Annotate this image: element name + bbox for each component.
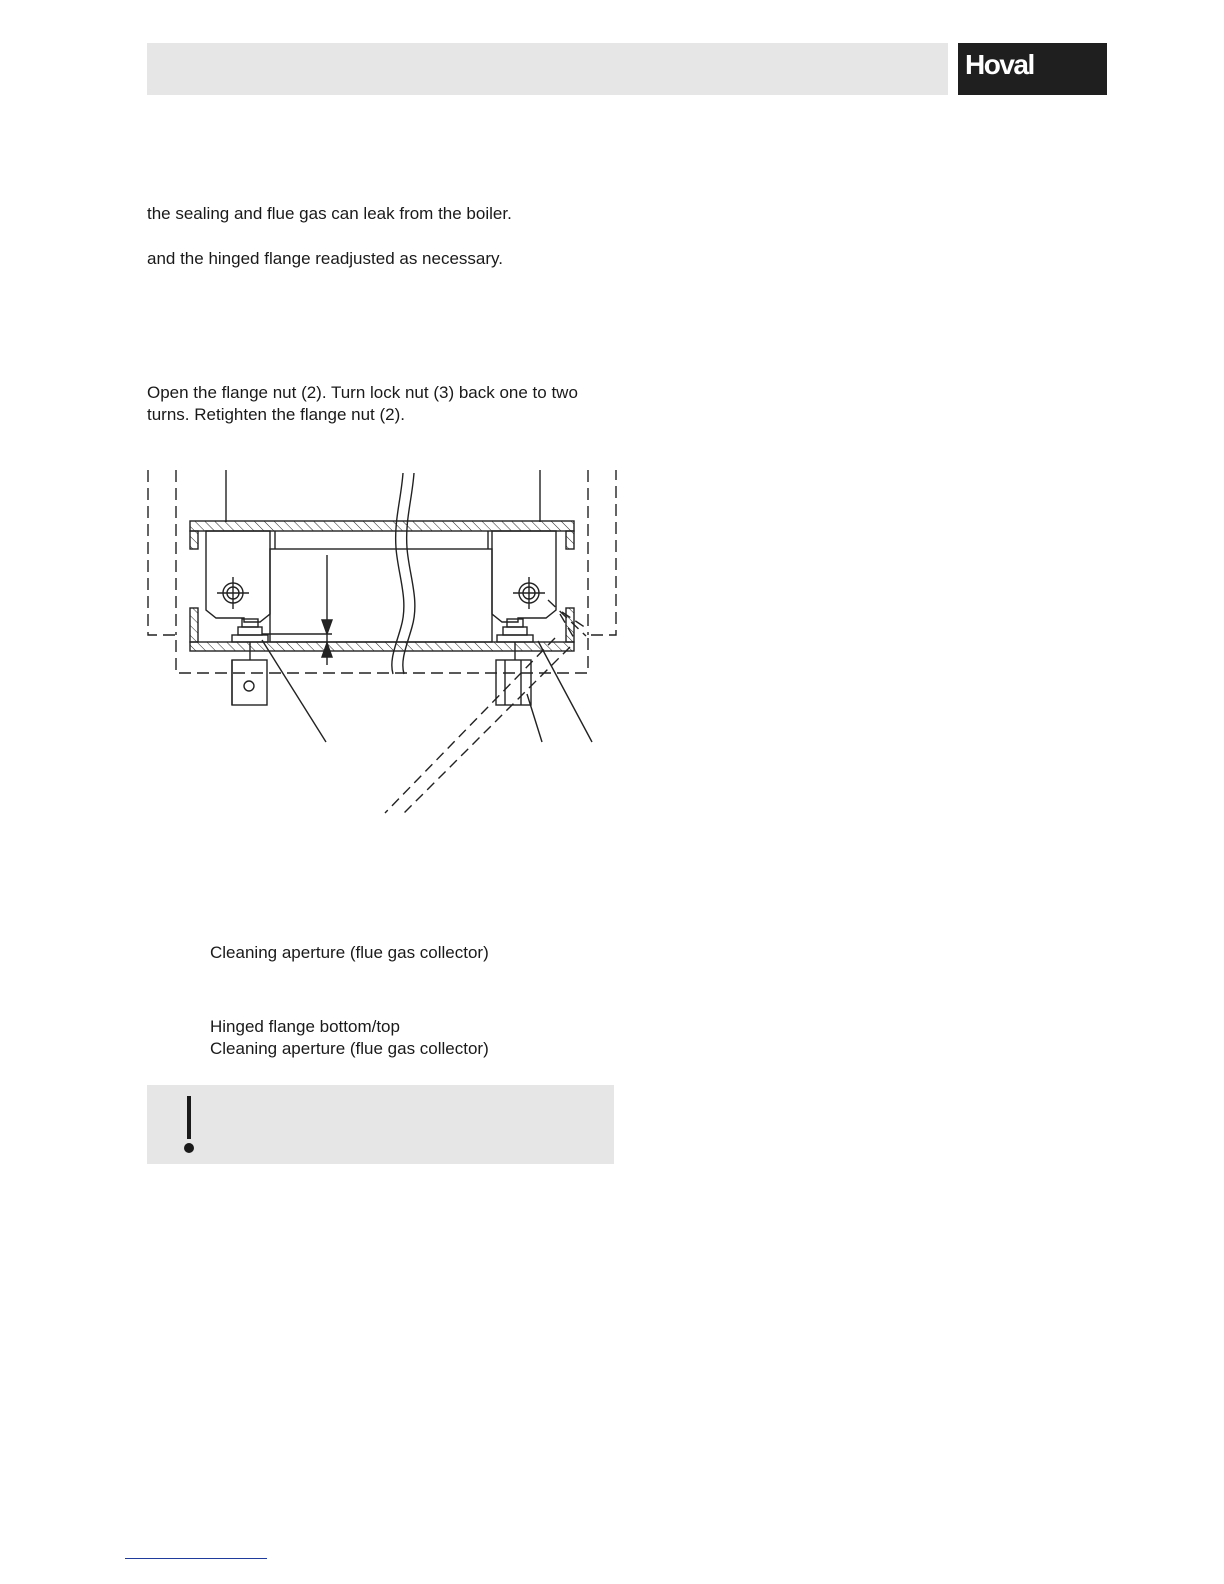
brand-logo [958,43,1107,95]
central-cover [270,549,492,642]
legend-item-2: Hinged flange bottom/top [210,1017,400,1036]
body-text-line-2: and the hinged flange readjusted as necessary. [147,249,503,268]
left-bracket [206,531,270,622]
header-bar [147,43,948,95]
flange-nut-right [497,635,533,642]
lock-nut-left [238,627,262,635]
leader-line-3 [538,641,592,742]
body-text-line-1: the sealing and flue gas can leak from the boiler. [147,204,512,223]
leader-line-2 [527,694,542,742]
lock-nut-right [503,627,527,635]
instruction-line-1: Open the flange nut (2). Turn lock nut (3) back one to two [147,383,578,402]
handle-left [232,660,267,705]
swung-flange-dashed [385,600,586,816]
bottom-hatched-plate [190,642,574,651]
footer-line [125,1558,267,1559]
brand-logo-text: Hoval [965,49,1034,80]
handle-right [496,660,531,705]
right-bracket [492,531,556,622]
legend-item-3: Cleaning aperture (flue gas collector) [210,1039,489,1058]
legend-item-1: Cleaning aperture (flue gas collector) [210,943,489,962]
leader-line-1 [262,640,326,742]
instruction-line-2: turns. Retighten the flange nut (2). [147,405,405,424]
top-hatched-plate [190,521,574,531]
note-box [147,1085,614,1164]
hinged-flange-diagram [140,465,630,820]
